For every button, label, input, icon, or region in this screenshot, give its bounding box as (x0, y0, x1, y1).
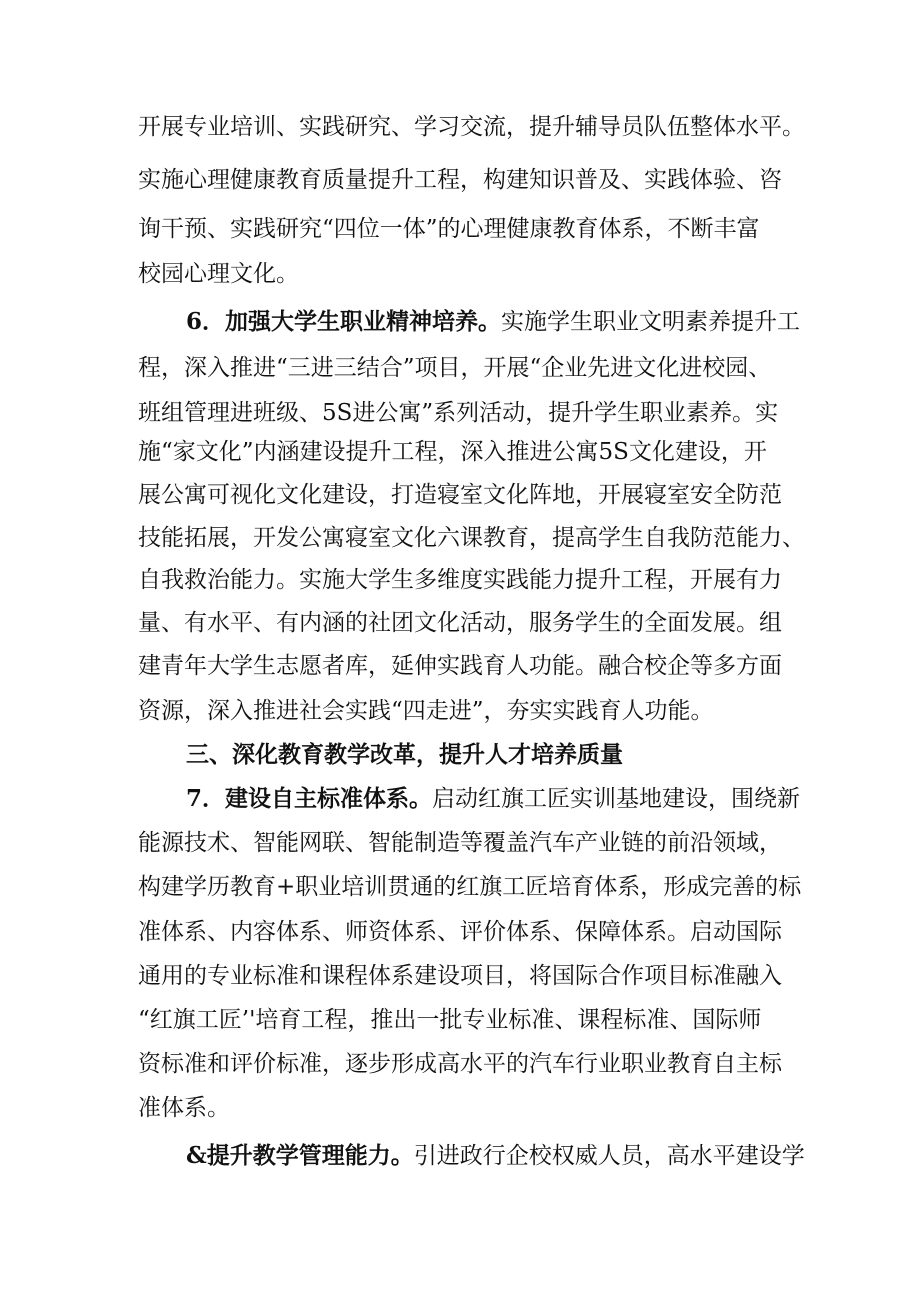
line-12-text: 量、有水平、有内涵的社团文化活动，服务学生的全面发展。组 (138, 610, 782, 636)
body-line-17 (138, 820, 818, 866)
body-line-8 (138, 429, 818, 475)
line-7-text: 班组管理进班级、5S进公寓”系列活动，提升学生职业素养。实 (138, 400, 779, 426)
body-line-3 (138, 206, 818, 252)
line-13-text: 建青年大学生志愿者库，延伸实践育人功能。融合校企等多方面 (138, 653, 782, 679)
line-3-text: 询干预、实践研究“四位一体”的心理健康教育体系，不断丰富 (138, 216, 760, 242)
section-8-title: &提升教学管理能力。 (186, 1142, 414, 1169)
line-17-text: 能源技术、智能网联、智能制造等覆盖汽车产业链的前沿领域， (138, 830, 782, 856)
body-line-2 (138, 157, 818, 203)
line-19-text: 准体系、内容体系、师资体系、评价体系、保障体系。启动国际 (138, 919, 782, 945)
line-4-text: 校园心理文化。 (138, 261, 299, 287)
body-line-18 (138, 864, 818, 910)
body-line-19 (138, 909, 818, 955)
line-22-text: 资标准和评价标准，逐步形成高水平的汽车行业职业教育自主标 (138, 1051, 782, 1077)
line-24-text: 引进政行企校权威人员，高水平建设学 (413, 1143, 805, 1169)
body-line-13 (138, 643, 818, 689)
heading-text: 三、深化教育教学改革，提升人才培养质量 (186, 741, 623, 768)
body-line-1 (138, 104, 818, 150)
section-8-line-1 (186, 1133, 866, 1179)
line-18-text: 构建学历教育+职业培训贯通的红旗工匠培育体系，形成完善的标 (138, 874, 802, 900)
body-line-14 (138, 688, 818, 734)
body-line-23 (138, 1085, 818, 1131)
section-6-line-1 (186, 299, 866, 345)
line-10-text: 技能拓展，开发公寓寝室文化六课教育，提高学生自我防范能力、 (138, 525, 805, 551)
body-line-20 (138, 953, 818, 999)
line-16-text: 启动红旗工匠实训基地建设，围绕新 (432, 786, 801, 812)
body-line-22 (138, 1041, 818, 1087)
body-line-4 (138, 251, 818, 297)
body-line-12 (138, 600, 818, 646)
section-6-title: 6．加强大学生职业精神培养。 (186, 308, 502, 335)
line-8-text: 施“家文化”内涵建设提升工程，深入推进公寓5S文化建设，开 (138, 439, 767, 465)
line-6-text: 程，深入推进“三进三结合”项目，开展“企业先进文化进校园、 (138, 355, 772, 381)
line-14-text: 资源，深入推进社会实践“四走进”，夯实实践育人功能。 (138, 698, 714, 724)
line-1-text: 开展专业培训、实践研究、学习交流，提升辅导员队伍整体水平。 (138, 114, 805, 140)
line-11-text: 自我救治能力。实施大学生多维度实践能力提升工程，开展有力 (138, 567, 782, 593)
body-line-6 (138, 345, 818, 391)
line-2-text: 实施心理健康教育质量提升工程，构建知识普及、实践体验、咨 (138, 167, 782, 193)
line-23-text: 准体系。 (138, 1095, 230, 1121)
line-9-text: 展公寓可视化文化建设，打造寝室文化阵地，开展寝室安全防范 (138, 482, 782, 508)
section-7-title: 7．建设自主标准体系。 (186, 785, 433, 812)
body-line-21 (138, 997, 818, 1043)
line-5-text: 实施学生职业文明素养提升工 (501, 309, 801, 335)
body-line-9 (138, 472, 818, 518)
line-21-text: “红旗工匠’'培育工程，推出一批专业标准、课程标准、国际师 (138, 1007, 762, 1033)
line-20-text: 通用的专业标准和课程体系建设项目，将国际合作项目标准融入 (138, 963, 782, 989)
section-7-line-1 (186, 776, 866, 822)
body-line-11 (138, 557, 818, 603)
section-heading-3 (186, 732, 866, 778)
body-line-10 (138, 515, 818, 561)
